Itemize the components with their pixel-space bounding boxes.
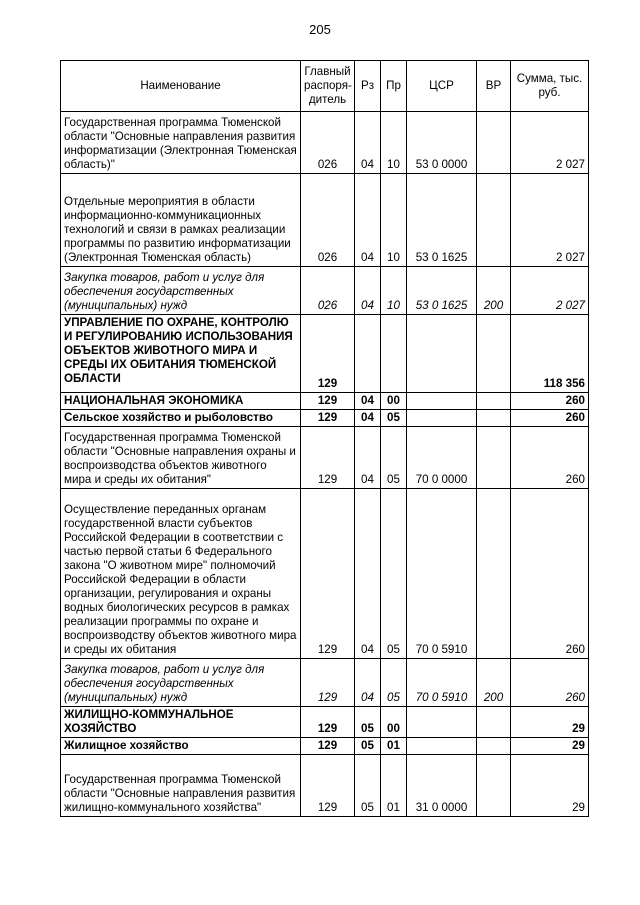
cell-rz: 04 [355,659,381,707]
cell-rz: 05 [355,738,381,755]
cell-sum: 260 [511,427,589,489]
cell-sum: 260 [511,489,589,659]
budget-table [60,60,589,817]
cell-vr: 200 [477,659,511,707]
cell-rz: 04 [355,267,381,315]
cell-csr: 53 0 1625 [407,174,477,267]
cell-vr [477,393,511,410]
table-row [61,427,589,489]
cell-name: ЖИЛИЩНО-КОММУНАЛЬНОЕ ХОЗЯЙСТВО [61,707,301,738]
cell-csr: 53 0 0000 [407,112,477,174]
header-csr: ЦСР [407,61,477,112]
cell-csr [407,393,477,410]
cell-sum: 2 027 [511,174,589,267]
cell-pr: 05 [381,410,407,427]
cell-rz: 04 [355,410,381,427]
cell-rz: 04 [355,489,381,659]
cell-name: НАЦИОНАЛЬНАЯ ЭКОНОМИКА [61,393,301,410]
header-name: Наименование [61,61,301,112]
cell-vr [477,427,511,489]
cell-sum: 29 [511,738,589,755]
cell-csr: 70 0 0000 [407,427,477,489]
cell-rz: 04 [355,174,381,267]
cell-csr [407,738,477,755]
cell-rz: 05 [355,755,381,817]
cell-sum: 260 [511,659,589,707]
header-row [61,61,589,112]
cell-sum: 260 [511,393,589,410]
cell-pr: 01 [381,738,407,755]
cell-vr [477,707,511,738]
cell-rz: 04 [355,427,381,489]
cell-vr [477,112,511,174]
cell-csr: 70 0 5910 [407,489,477,659]
table-row [61,659,589,707]
cell-gr: 129 [301,659,355,707]
cell-name: Отдельные мероприятия в области информационно-коммуникационных технологий и связи в рамках реализации программы по развитию информатизации (Электронная Тюменская область) [61,174,301,267]
table-row [61,410,589,427]
cell-csr [407,410,477,427]
page-number: 205 [309,22,331,37]
cell-vr: 200 [477,267,511,315]
header-pr: Пр [381,61,407,112]
cell-csr [407,315,477,393]
cell-gr: 129 [301,755,355,817]
table-row [61,738,589,755]
cell-gr: 129 [301,738,355,755]
cell-pr: 05 [381,427,407,489]
cell-gr: 129 [301,393,355,410]
cell-gr: 129 [301,707,355,738]
cell-name: УПРАВЛЕНИЕ ПО ОХРАНЕ, КОНТРОЛЮ И РЕГУЛИРОВАНИЮ ИСПОЛЬЗОВАНИЯ ОБЪЕКТОВ ЖИВОТНОГО МИРА И СРЕДЫ ИХ ОБИТАНИЯ ТЮМЕНСКОЙ ОБЛАСТИ [61,315,301,393]
cell-pr: 00 [381,393,407,410]
cell-rz: 05 [355,707,381,738]
cell-sum: 2 027 [511,267,589,315]
cell-name: Закупка товаров, работ и услуг для обеспечения государственных (муниципальных) нужд [61,267,301,315]
cell-pr: 01 [381,755,407,817]
cell-sum: 29 [511,707,589,738]
table-row [61,489,589,659]
cell-gr: 026 [301,112,355,174]
header-vr: ВР [477,61,511,112]
header-rz: Рз [355,61,381,112]
cell-vr [477,755,511,817]
cell-gr: 129 [301,315,355,393]
table-row [61,174,589,267]
cell-csr: 53 0 1625 [407,267,477,315]
cell-name: Жилищное хозяйство [61,738,301,755]
cell-pr: 05 [381,659,407,707]
cell-vr [477,174,511,267]
cell-pr: 00 [381,707,407,738]
cell-rz: 04 [355,393,381,410]
cell-gr: 129 [301,489,355,659]
cell-gr: 129 [301,427,355,489]
cell-name: Закупка товаров, работ и услуг для обеспечения государственных (муниципальных) нужд [61,659,301,707]
cell-pr: 10 [381,112,407,174]
cell-pr: 05 [381,489,407,659]
cell-sum: 118 356 [511,315,589,393]
table-row [61,267,589,315]
header-sum: Сумма, тыс. руб. [511,61,589,112]
cell-vr [477,489,511,659]
cell-vr [477,410,511,427]
cell-rz [355,315,381,393]
table-row [61,707,589,738]
cell-sum: 2 027 [511,112,589,174]
cell-name: Государственная программа Тюменской области "Основные направления охраны и воспроизводства объектов животного мира и среды их обитания" [61,427,301,489]
cell-sum: 260 [511,410,589,427]
cell-sum: 29 [511,755,589,817]
cell-rz: 04 [355,112,381,174]
cell-pr [381,315,407,393]
table-row [61,393,589,410]
cell-csr: 70 0 5910 [407,659,477,707]
cell-csr [407,707,477,738]
table-row [61,315,589,393]
cell-gr: 026 [301,174,355,267]
cell-csr: 31 0 0000 [407,755,477,817]
cell-name: Государственная программа Тюменской области "Основные направления развития информатизации (Электронная Тюменская область)" [61,112,301,174]
cell-pr: 10 [381,267,407,315]
header-gr: Главный распоря- дитель [301,61,355,112]
cell-gr: 129 [301,410,355,427]
cell-name: Государственная программа Тюменской области "Основные направления развития жилищно-коммунального хозяйства" [61,755,301,817]
cell-name: Сельское хозяйство и рыболовство [61,410,301,427]
cell-gr: 026 [301,267,355,315]
table-row [61,755,589,817]
cell-name: Осуществление переданных органам государственной власти субъектов Российской Федерации в соответствии с частью первой статьи 6 Федерального закона "О животном мире" полномочий Российской Федерации в области организации, регулирования и охраны водных биологических ресурсов в рамках реализации программы по охране и воспроизводству объектов животного мира и среды их обитания [61,489,301,659]
cell-vr [477,315,511,393]
cell-vr [477,738,511,755]
table-row [61,112,589,174]
cell-pr: 10 [381,174,407,267]
